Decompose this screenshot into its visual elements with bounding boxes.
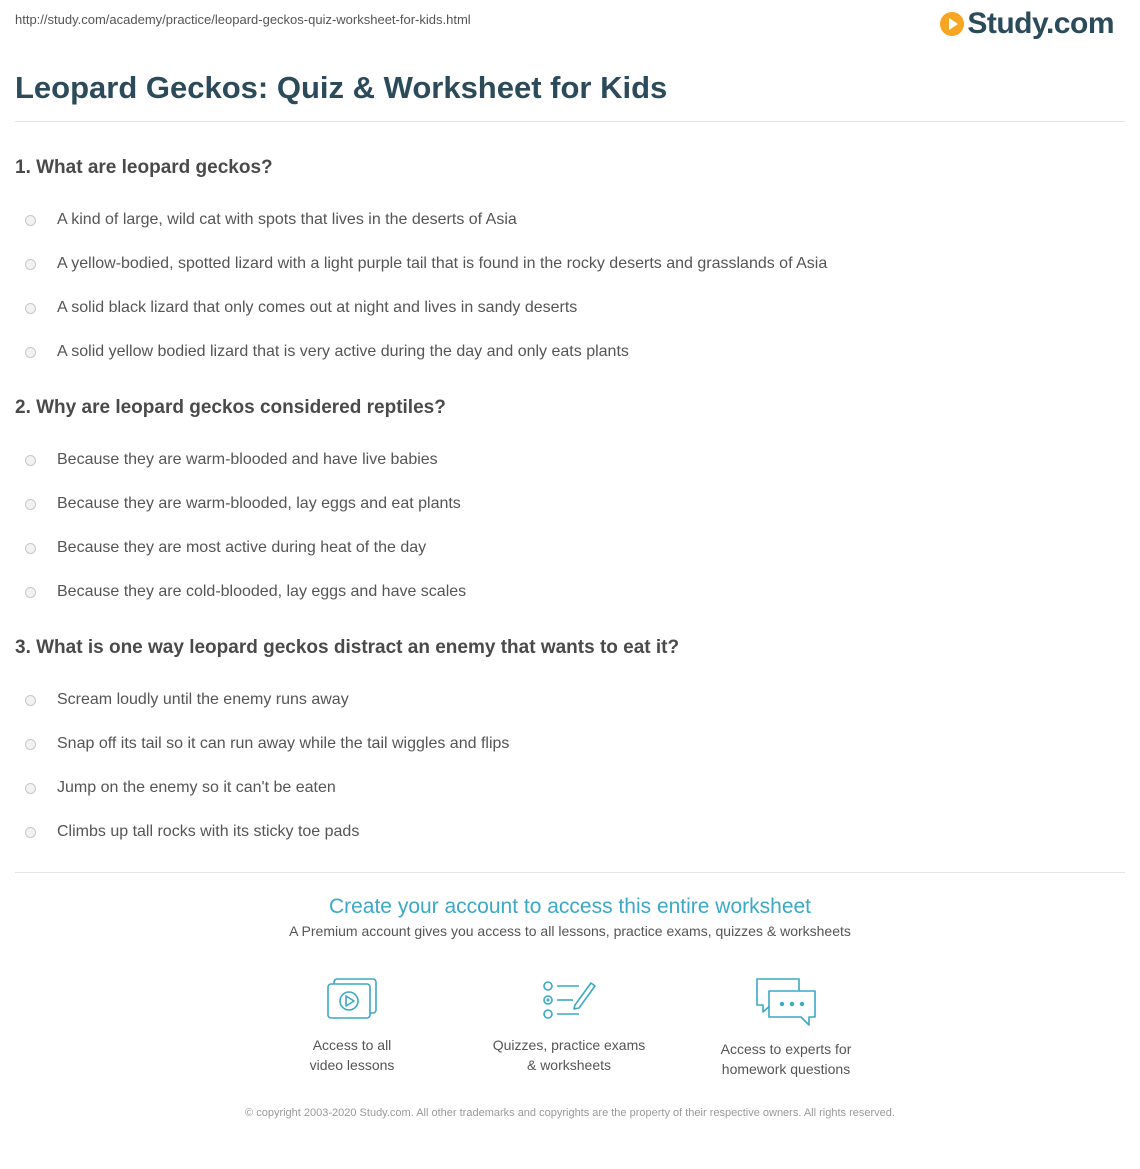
divider [15, 872, 1125, 873]
answer-label: Climbs up tall rocks with its sticky toe pads [57, 823, 360, 840]
answer-label: A yellow-bodied, spotted lizard with a light purple tail that is found in the rocky deserts and grasslands of Asia [57, 255, 828, 272]
radio-button[interactable] [25, 695, 36, 706]
answer-label: Snap off its tail so it can run away while the tail wiggles and flips [57, 735, 510, 752]
question-text: 2. Why are leopard geckos considered reptiles? [15, 397, 446, 418]
signup-cta [0, 895, 1140, 939]
top-bar [0, 0, 1140, 50]
radio-button[interactable] [25, 499, 36, 510]
answer-option[interactable] [15, 570, 1125, 614]
answer-options [15, 678, 1125, 854]
divider [15, 121, 1125, 122]
cta-link[interactable]: Create your account to access this entire worksheet [328, 895, 812, 918]
answer-option[interactable] [15, 722, 1125, 766]
radio-button[interactable] [25, 543, 36, 554]
answer-option[interactable] [15, 242, 1125, 286]
feature-label-line: Access to experts for [720, 1041, 852, 1057]
answer-label: A solid yellow bodied lizard that is very active during the day and only eats plants [57, 343, 629, 360]
study-logo[interactable] [940, 8, 1114, 40]
radio-button[interactable] [25, 347, 36, 358]
radio-button[interactable] [25, 783, 36, 794]
radio-button[interactable] [25, 259, 36, 270]
answer-option[interactable] [15, 438, 1125, 482]
answer-option[interactable] [15, 810, 1125, 854]
page-url: http://study.com/academy/practice/leopard-geckos-quiz-worksheet-for-kids.html [15, 12, 471, 27]
feature-label-line: homework questions [721, 1061, 851, 1077]
radio-button[interactable] [25, 827, 36, 838]
chat-bubbles-icon [753, 975, 819, 1029]
feature-experts [676, 975, 896, 1079]
copyright-footer: © copyright 2003-2020 Study.com. All other trademarks and copyrights are the property of their respective owners. All rights reserved. [245, 1107, 895, 1119]
answer-label: Because they are cold-blooded, lay eggs and have scales [57, 583, 467, 600]
page-title: Leopard Geckos: Quiz & Worksheet for Kids [15, 70, 668, 105]
question-1 [15, 155, 1125, 374]
answer-label: Because they are most active during heat of the day [57, 539, 427, 556]
question-text: 1. What are leopard geckos? [15, 157, 273, 178]
answer-label: Because they are warm-blooded and have live babies [57, 451, 438, 468]
answer-label: A solid black lizard that only comes out at night and lives in sandy deserts [57, 299, 578, 316]
radio-button[interactable] [25, 587, 36, 598]
answer-option[interactable] [15, 330, 1125, 374]
answer-label: Scream loudly until the enemy runs away [57, 691, 349, 708]
answer-label: Because they are warm-blooded, lay eggs and eat plants [57, 495, 461, 512]
question-2 [15, 395, 1125, 614]
quiz-checklist-icon [539, 975, 599, 1025]
feature-label-line: Quizzes, practice exams [492, 1037, 646, 1053]
logo-text: Study.com [967, 7, 1114, 40]
answer-options [15, 198, 1125, 374]
answer-option[interactable] [15, 286, 1125, 330]
question-3 [15, 635, 1125, 854]
answer-option[interactable] [15, 482, 1125, 526]
feature-quizzes [459, 975, 679, 1075]
radio-button[interactable] [25, 215, 36, 226]
play-icon [940, 12, 964, 36]
question-text: 3. What is one way leopard geckos distract an enemy that wants to eat it? [15, 637, 680, 658]
feature-label-line: video lessons [309, 1057, 395, 1073]
answer-option[interactable] [15, 766, 1125, 810]
answer-label: Jump on the enemy so it can't be eaten [57, 779, 336, 796]
radio-button[interactable] [25, 455, 36, 466]
answer-option[interactable] [15, 198, 1125, 242]
answer-option[interactable] [15, 526, 1125, 570]
answer-options [15, 438, 1125, 614]
video-lessons-icon [322, 975, 382, 1025]
answer-option[interactable] [15, 678, 1125, 722]
feature-video-lessons [242, 975, 462, 1075]
radio-button[interactable] [25, 303, 36, 314]
radio-button[interactable] [25, 739, 36, 750]
feature-label-line: Access to all [312, 1037, 392, 1053]
answer-label: A kind of large, wild cat with spots that lives in the deserts of Asia [57, 211, 517, 228]
cta-subtitle: A Premium account gives you access to all lessons, practice exams, quizzes & worksheets [289, 923, 851, 939]
feature-label-line: & worksheets [526, 1057, 612, 1073]
